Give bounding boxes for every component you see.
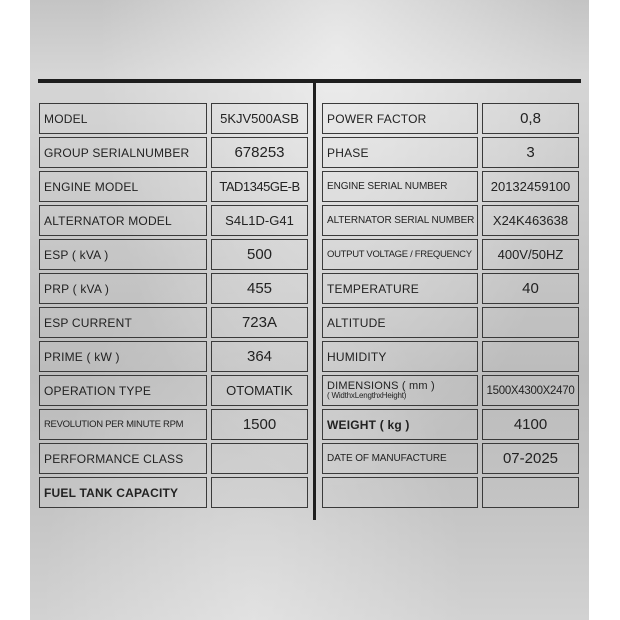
label-alternator-model: ALTERNATOR MODEL [39, 205, 207, 236]
label-output-voltage-frequency: OUTPUT VOLTAGE / FREQUENCY [322, 239, 478, 270]
label-engine-model: ENGINE MODEL [39, 171, 207, 202]
label-operation-type: OPERATION TYPE [39, 375, 207, 406]
value-output-voltage-frequency: 400V/50HZ [482, 239, 579, 270]
value-empty [482, 477, 579, 508]
label-date-of-manufacture: DATE OF MANUFACTURE [322, 443, 478, 474]
value-altitude [482, 307, 579, 338]
value-humidity [482, 341, 579, 372]
value-revolution-per-minute: 1500 [211, 409, 308, 440]
value-dimensions: 1500X4300X2470 [482, 375, 579, 406]
value-alternator-model: S4L1D-G41 [211, 205, 308, 236]
label-engine-serial-number: ENGINE SERIAL NUMBER [322, 171, 478, 202]
value-prime-kw: 364 [211, 341, 308, 372]
label-revolution-per-minute: REVOLUTION PER MINUTE RPM [39, 409, 207, 440]
label-power-factor: POWER FACTOR [322, 103, 478, 134]
value-alternator-serial-number: X24K463638 [482, 205, 579, 236]
value-operation-type: OTOMATIK [211, 375, 308, 406]
label-phase: PHASE [322, 137, 478, 168]
value-temperature: 40 [482, 273, 579, 304]
value-esp-kva: 500 [211, 239, 308, 270]
value-model: 5KJV500ASB [211, 103, 308, 134]
label-humidity: HUMIDITY [322, 341, 478, 372]
value-phase: 3 [482, 137, 579, 168]
label-fuel-tank-capacity: FUEL TANK CAPACITY [39, 477, 207, 508]
label-empty [322, 477, 478, 508]
label-dimensions-main: DIMENSIONS ( mm ) [327, 379, 435, 392]
label-performance-class: PERFORMANCE CLASS [39, 443, 207, 474]
label-dimensions-sub: ( WidthxLengthxHeight) [327, 390, 407, 400]
value-weight: 4100 [482, 409, 579, 440]
label-dimensions [322, 375, 478, 406]
label-altitude: ALTITUDE [322, 307, 478, 338]
label-model: MODEL [39, 103, 207, 134]
value-esp-current: 723A [211, 307, 308, 338]
center-divider [313, 83, 316, 520]
label-prp-kva: PRP ( kVA ) [39, 273, 207, 304]
label-esp-current: ESP CURRENT [39, 307, 207, 338]
value-power-factor: 0,8 [482, 103, 579, 134]
label-temperature: TEMPERATURE [322, 273, 478, 304]
value-engine-model: TAD1345GE-B [211, 171, 308, 202]
top-rule [38, 79, 581, 83]
label-esp-kva: ESP ( kVA ) [39, 239, 207, 270]
label-prime-kw: PRIME ( kW ) [39, 341, 207, 372]
label-group-serial-number: GROUP SERIALNUMBER [39, 137, 207, 168]
value-fuel-tank-capacity [211, 477, 308, 508]
value-prp-kva: 455 [211, 273, 308, 304]
value-group-serial-number: 678253 [211, 137, 308, 168]
label-weight: WEIGHT ( kg ) [322, 409, 478, 440]
value-date-of-manufacture: 07-2025 [482, 443, 579, 474]
value-engine-serial-number: 20132459100 [482, 171, 579, 202]
label-alternator-serial-number: ALTERNATOR SERIAL NUMBER [322, 205, 478, 236]
nameplate [30, 0, 589, 620]
value-performance-class [211, 443, 308, 474]
